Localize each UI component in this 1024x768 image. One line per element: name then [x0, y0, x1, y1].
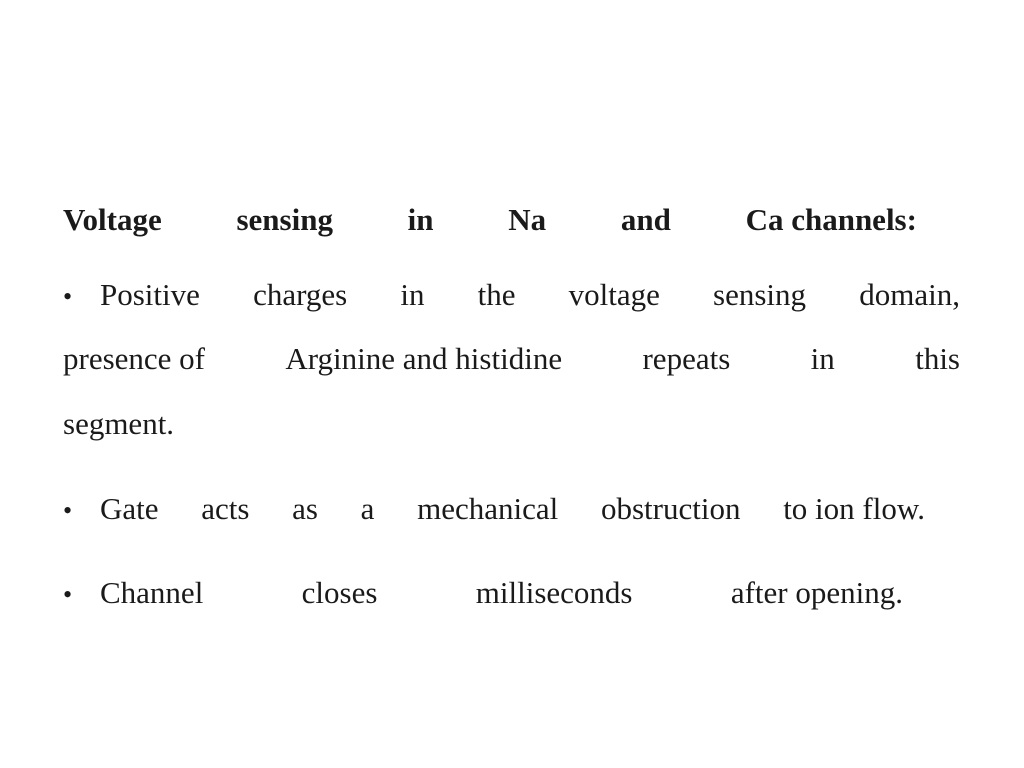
word: milliseconds — [475, 575, 633, 610]
word: domain, — [859, 277, 960, 312]
slide-title — [63, 198, 917, 242]
title-word: and — [620, 202, 671, 237]
title-word: sensing — [236, 202, 333, 237]
bullet-text-line — [63, 402, 960, 446]
bullet-text-line — [63, 337, 960, 381]
word: closes — [301, 575, 378, 610]
bullet-marker: • — [63, 580, 73, 609]
word: in — [810, 341, 835, 376]
word: after opening. — [730, 575, 903, 610]
bullet-item-1 — [63, 273, 960, 319]
word: a — [360, 491, 375, 526]
word: the — [477, 277, 516, 312]
word: obstruction — [600, 491, 741, 526]
word: repeats — [642, 341, 731, 376]
word: Arginine and histidine — [285, 341, 563, 376]
word: charges — [253, 277, 348, 312]
bullet-item-3 — [63, 571, 903, 617]
word: as — [292, 491, 318, 526]
title-word: in — [407, 202, 434, 237]
title-word: Na — [508, 202, 547, 237]
title-word: Ca channels: — [745, 202, 917, 237]
word: in — [400, 277, 425, 312]
word: Channel — [100, 575, 204, 610]
word: this — [915, 341, 960, 376]
word: mechanical — [417, 491, 559, 526]
bullet-item-2 — [63, 487, 925, 533]
bullet-marker: • — [63, 282, 73, 311]
title-word: Voltage — [63, 202, 162, 237]
bullet-text-line — [100, 273, 960, 317]
bullet-marker: • — [63, 496, 73, 525]
word: acts — [201, 491, 250, 526]
bullet-text-line — [100, 487, 925, 531]
word: sensing — [713, 277, 807, 312]
word: voltage — [568, 277, 660, 312]
word: Positive — [100, 277, 200, 312]
bullet-text-line — [100, 571, 903, 615]
word: to ion flow. — [783, 491, 925, 526]
word: presence of — [63, 341, 205, 376]
word: Gate — [100, 491, 159, 526]
word: segment. — [63, 406, 175, 441]
